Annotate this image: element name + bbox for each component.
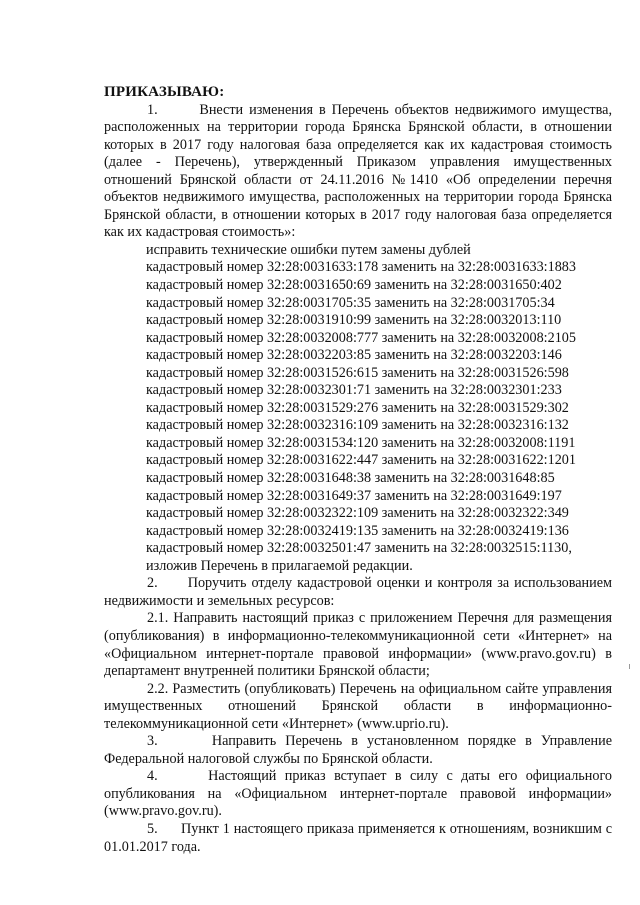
order-document [104,84,612,856]
replacement-line: кадастровый номер 32:28:0032316:109 заменить на 32:28:0032316:132 [146,417,569,434]
replacement-line: кадастровый номер 32:28:0032322:109 заменить на 32:28:0032322:349 [146,505,569,522]
replacement-line: кадастровый номер 32:28:0032419:135 заменить на 32:28:0032419:136 [146,522,569,539]
replacement-line: кадастровый номер 32:28:0031649:37 заменить на 32:28:0031649:197 [146,487,562,504]
heading-order: ПРИКАЗЫВАЮ: [104,84,225,100]
replacement-line: кадастровый номер 32:28:0031910:99 заменить на 32:28:0032013:110 [146,312,562,329]
paragraph-2: 2. Поручить отделу кадастровой оценки и контроля за использованием недвижимости и земельных ресурсов: [104,575,612,609]
replacement-outro: изложив Перечень в прилагаемой редакции. [146,557,413,574]
replacement-line: кадастровый номер 32:28:0031526:615 заменить на 32:28:0031526:598 [146,364,569,381]
replacement-line: кадастровый номер 32:28:0032301:71 заменить на 32:28:0032301:233 [146,382,562,399]
paragraph-5: 5. Пункт 1 настоящего приказа применяется к отношениям, возникшим с 01.01.2017 года. [104,820,612,855]
replacement-line: кадастровый номер 32:28:0031529:276 заменить на 32:28:0031529:302 [146,399,569,416]
replacement-line: кадастровый номер 32:28:0031648:38 заменить на 32:28:0031648:85 [146,470,555,487]
paragraph-3: 3. Направить Перечень в установленном порядке в Управление Федеральной налоговой службы по Брянской области. [104,733,612,767]
replacement-line: кадастровый номер 32:28:0031705:35 заменить на 32:28:0031705:34 [146,294,555,311]
replacement-line: кадастровый номер 32:28:0031650:69 заменить на 32:28:0031650:402 [146,277,562,294]
replacement-list [104,242,612,575]
scan-mark [629,664,630,669]
replacement-line: кадастровый номер 32:28:0032501:47 заменить на 32:28:0032515:1130, [146,540,572,557]
replacement-line: кадастровый номер 32:28:0032203:85 заменить на 32:28:0032203:146 [146,347,562,364]
replacement-intro: исправить технические ошибки путем замены дублей [146,241,471,258]
replacement-line: кадастровый номер 32:28:0031622:447 заменить на 32:28:0031622:1201 [146,452,576,469]
replacement-line: кадастровый номер 32:28:0032008:777 заменить на 32:28:0032008:2105 [146,329,576,346]
paragraph-2-1: 2.1. Направить настоящий приказ с приложением Перечня для размещения (опубликования) в информационно-телекоммуникационной сети «Интернет» на «Официальном интернет-портале правовой информации» (www.pravo.gov.ru) в департамент внутренней политики Брянской области; [104,610,612,680]
paragraph-4: 4. Настоящий приказ вступает в силу с даты его официального опубликования на «Официальном интернет-портале правовой информации» (www.pravo.gov.ru). [104,768,612,820]
paragraph-1: 1. Внести изменения в Перечень объектов недвижимого имущества, расположенных на территории города Брянска Брянской области, в отношении которых в 2017 году налоговая база определяется как их кадастровая стоимость (далее - Перечень), утвержденный Приказом управления имущественных отношений Брянской области от 24.11.2016 №1410 «Об определении перечня объектов недвижимого имущества, расположенных на территории города Брянска Брянской области, в отношении которых в 2017 году налоговая база определяется как их кадастровая стоимость»: [104,101,612,241]
paragraph-2-2: 2.2. Разместить (опубликовать) Перечень на официальном сайте управления имущественных отношений Брянской области в информационно-телекоммуникационной сети «Интернет» (www.uprio.ru). [104,680,612,732]
replacement-line: кадастровый номер 32:28:0031534:120 заменить на 32:28:0032008:1191 [146,434,576,451]
replacement-line: кадастровый номер 32:28:0031633:178 заменить на 32:28:0031633:1883 [146,259,576,276]
